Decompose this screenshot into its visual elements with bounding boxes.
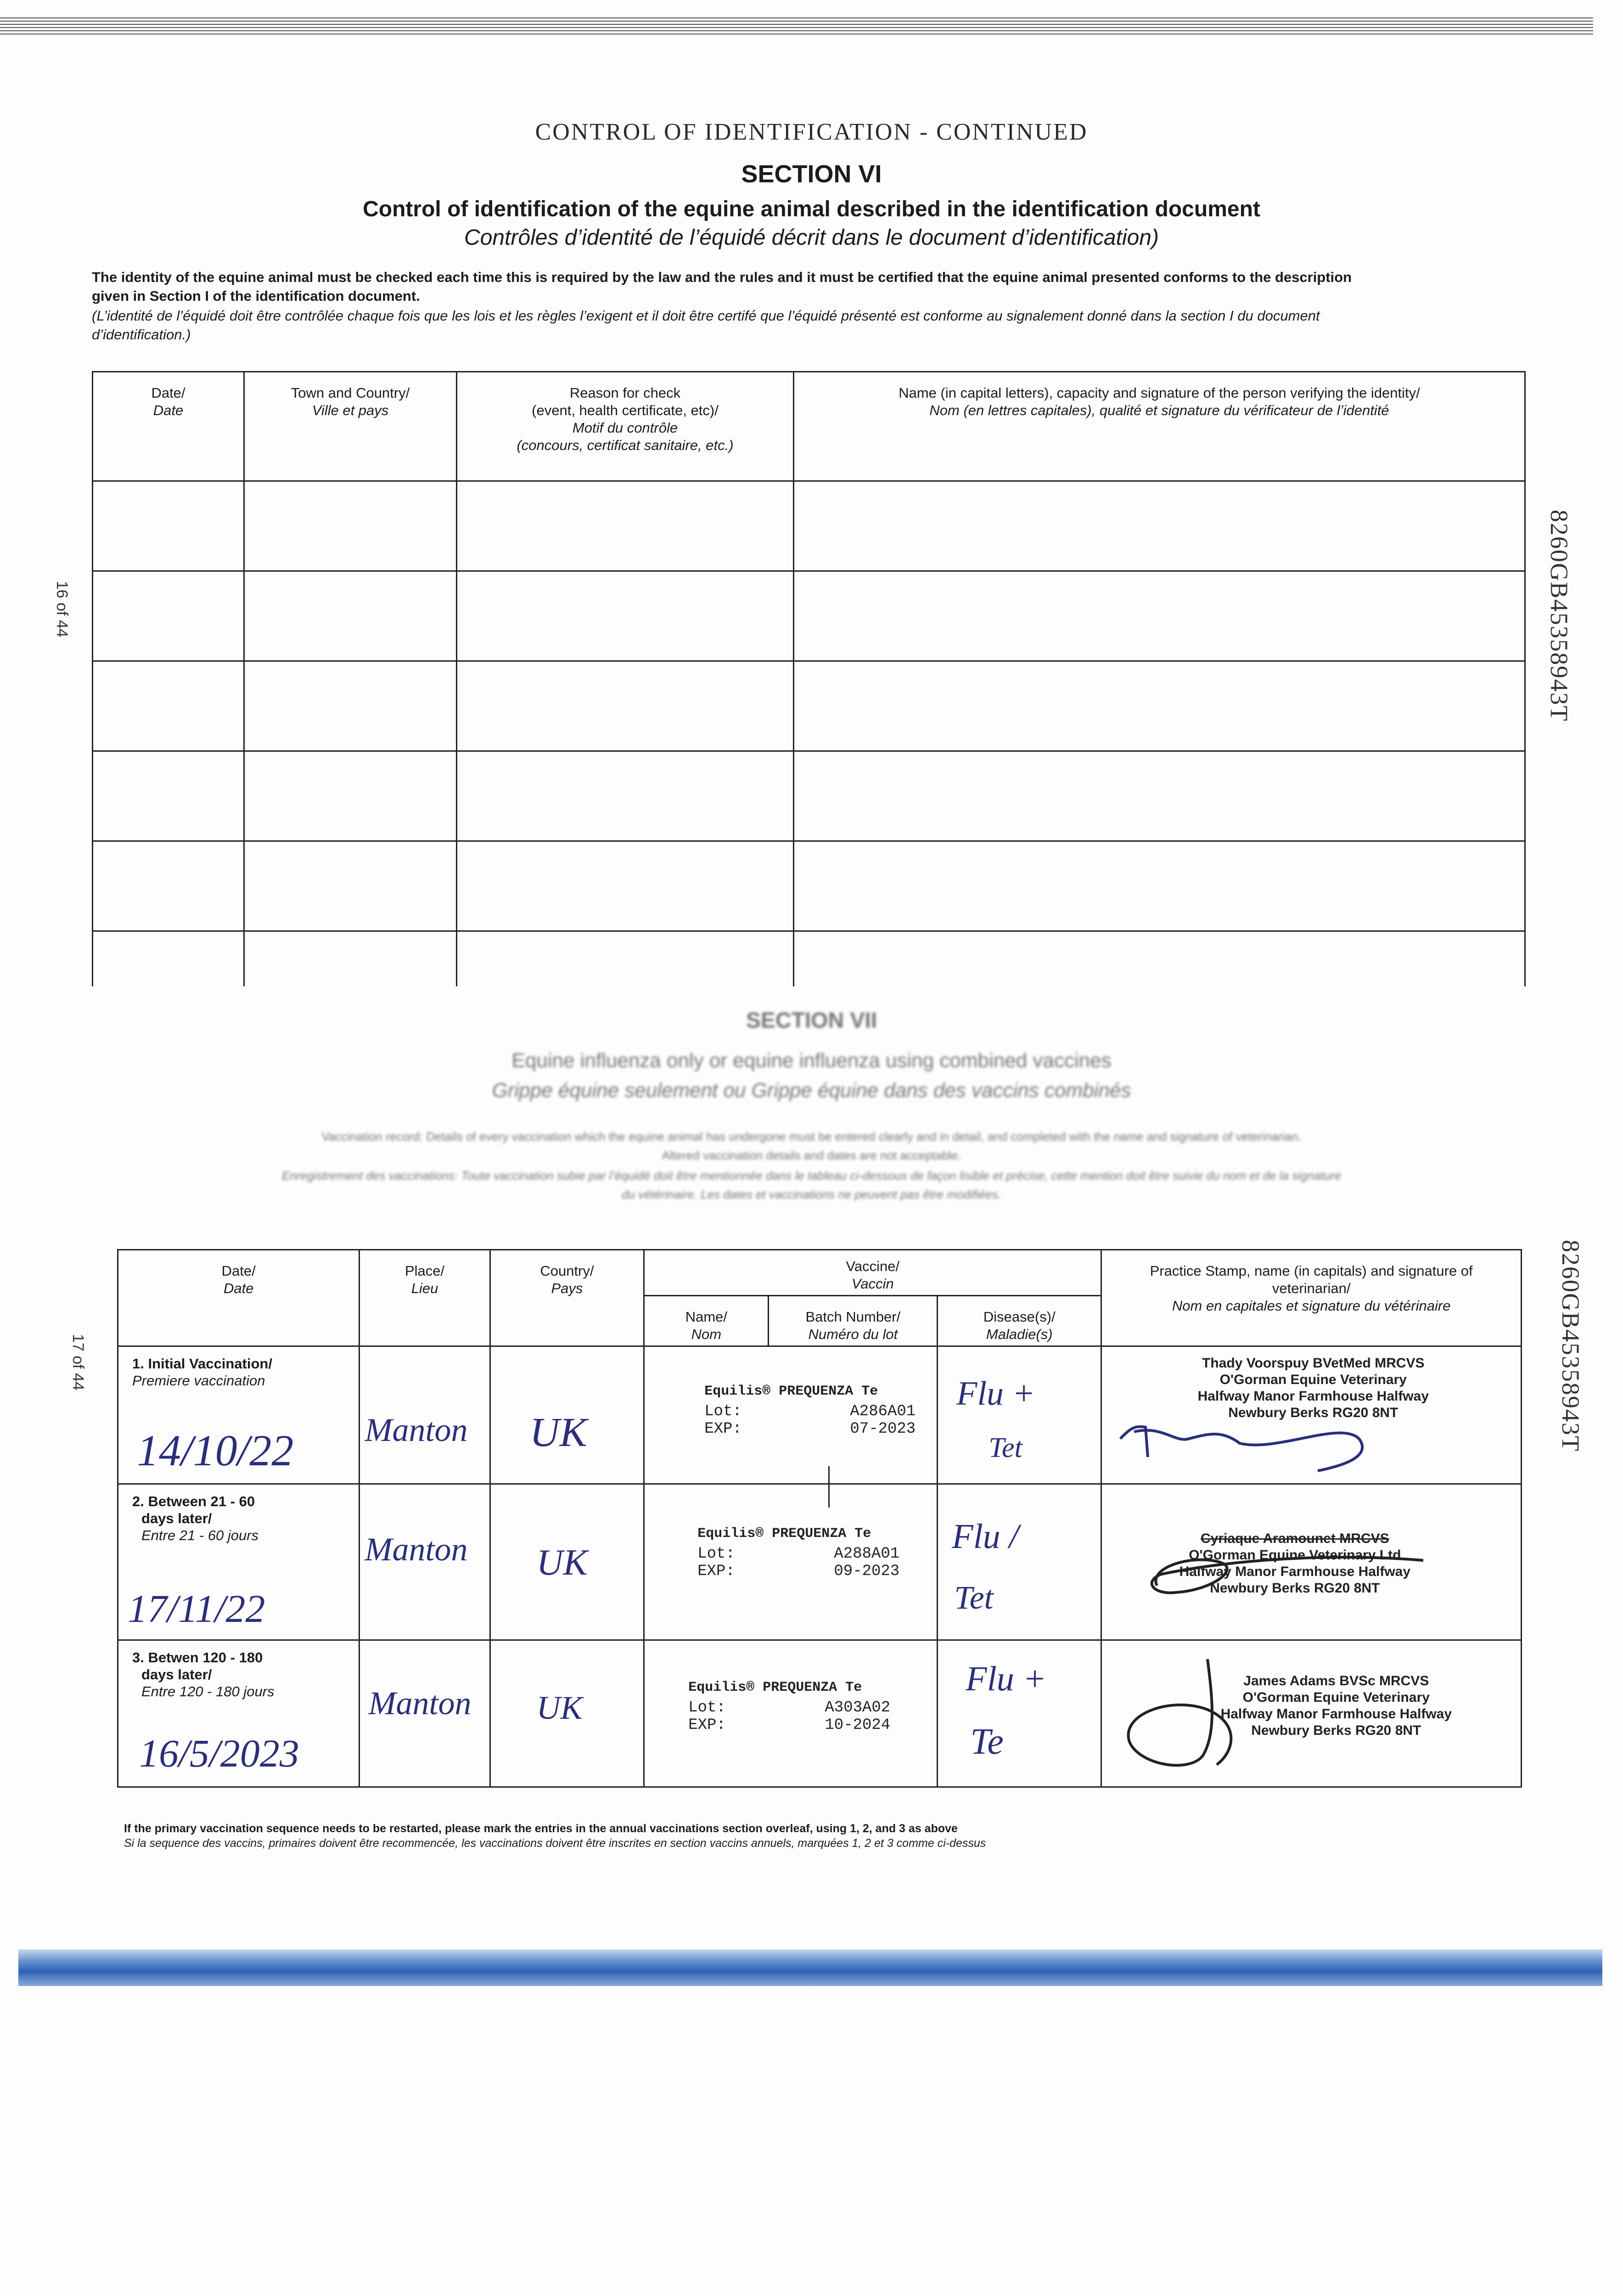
col-town-country: Town and Country/ Ville et pays <box>244 372 457 481</box>
row1-vet-stamp: Thady Voorspuy BVetMed MRCVS O'Gorman Equine Veterinary Halfway Manor Farmhouse Halfway Newbury Berks RG20 8NT <box>1197 1356 1429 1420</box>
row2-date-cell: 2. Between 21 - 60 days later/ Entre 21 - 60 jours 17/11/22 <box>118 1484 359 1640</box>
row3-vaccine-label: Equilis® PREQUENZA Te Lot: A303A02 EXP: 10-2024 <box>688 1680 936 1734</box>
vacc-col-disease: Disease(s)/ Maladie(s) <box>938 1296 1101 1346</box>
control-title: CONTROL OF IDENTIFICATION - CONTINUED <box>535 119 1088 145</box>
row2-disease-cell <box>938 1484 1101 1640</box>
section-vii-line2: Grippe équine seulement ou Grippe équine dans des vaccins combinés <box>492 1079 1131 1102</box>
intro-fr: (L’identité de l’équidé doit être contrôlée chaque fois que les lois et les règles l’exigent et il doit être certifé que l’équidé présenté est conforme au signalement donné dans la section I du document d’identification.) <box>92 308 1320 343</box>
id-check-table <box>92 371 1526 986</box>
row3-vaccine-cell <box>644 1640 938 1787</box>
row1-vet-cell <box>1101 1346 1522 1484</box>
row2-country-cell <box>490 1484 644 1640</box>
row3-vaccine-name: Equilis® PREQUENZA Te <box>688 1680 862 1695</box>
top-border-lines <box>0 17 1593 36</box>
footer-note-fr: Si la sequence des vaccins, primaires doivent être recommencée, les vaccinations doivent être inscrites en section vaccins annuels, marquées 1, 2 et 3 comme ci-dessus <box>124 1837 986 1850</box>
col-date: Date/ Date <box>93 372 244 481</box>
row3-exp: 10-2024 <box>825 1716 891 1734</box>
section-vii-title: SECTION VII <box>746 1008 877 1033</box>
id-table-row <box>93 751 1525 841</box>
section-vii-line1: Equine influenza only or equine influenza using combined vaccines <box>511 1049 1112 1072</box>
id-table-row <box>93 571 1525 661</box>
row3-country-cell <box>490 1640 644 1787</box>
vaccination-table <box>117 1249 1522 1788</box>
vaccination-row <box>118 1484 1522 1640</box>
vacc-col-batch: Batch Number/ Numéro du lot <box>769 1296 938 1346</box>
row1-country: UK <box>529 1410 587 1455</box>
row3-disease-2: Te <box>970 1722 1004 1762</box>
row3-place: Manton <box>368 1685 472 1722</box>
id-table-header-row <box>93 372 1525 481</box>
row2-vaccine-cell <box>644 1484 938 1640</box>
vacc-col-name: Name/ Nom <box>644 1296 769 1346</box>
margin-id-bottom: 8260GB45358943T <box>1557 1240 1584 1452</box>
table-cutoff <box>87 987 1533 1006</box>
title-en: Control of identification of the equine animal described in the identification document <box>363 197 1260 221</box>
row1-date: 14/10/22 <box>137 1426 294 1475</box>
row1-vaccine-cell <box>644 1346 938 1484</box>
vacc-col-place: Place/ Lieu <box>359 1250 490 1346</box>
row3-vet-stamp: James Adams BVSc MRCVS O'Gorman Equine Veterinary Halfway Manor Farmhouse Halfway Newbury Berks RG20 8NT <box>1220 1673 1452 1738</box>
vacc-col-vaccine: Vaccine/ Vaccin <box>644 1250 1101 1296</box>
id-table-row <box>93 931 1525 986</box>
row1-place: Manton <box>365 1412 468 1448</box>
page-number-17: 17 of 44 <box>69 1334 87 1390</box>
row3-date-cell: 3. Betwen 120 - 180 days later/ Entre 120 - 180 jours 16/5/2023 <box>118 1640 359 1787</box>
row3-vet-cell <box>1101 1640 1522 1787</box>
record-en: Vaccination record: Details of every vaccination which the equine animal has undergone must be entered clearly and in detail, and completed with the name and signature of veterinarian. Altered vaccination details and dates are not acceptable. <box>321 1130 1302 1162</box>
vacc-col-date: Date/ Date <box>118 1250 359 1346</box>
row3-lot: A303A02 <box>825 1699 891 1716</box>
row1-disease-1: Flu + <box>956 1375 1035 1412</box>
row1-disease-2: Tet <box>988 1432 1022 1463</box>
page-number-16: 16 of 44 <box>53 581 71 637</box>
row1-disease-cell <box>938 1346 1101 1484</box>
row2-date: 17/11/22 <box>128 1587 265 1631</box>
section-vi-title: SECTION VI <box>741 160 882 188</box>
row1-lot: A286A01 <box>850 1403 916 1420</box>
row2-signature <box>1102 1485 1492 1641</box>
vacc-col-vet: Practice Stamp, name (in capitals) and signature of veterinarian/ Nom en capitales et signature du vétérinaire <box>1101 1250 1522 1346</box>
row3-disease-cell <box>938 1640 1101 1787</box>
intro-en: The identity of the equine animal must be checked each time this is required by the law and the rules and it must be certified that the equine animal presented conforms to the description given in Section I of the identification document. <box>92 269 1352 304</box>
vaccination-row <box>118 1346 1522 1484</box>
row1-place-cell <box>359 1346 490 1484</box>
id-table-row <box>93 841 1525 931</box>
row2-vaccine-label: Equilis® PREQUENZA Te Lot: A288A01 EXP: 09-2023 <box>697 1526 945 1580</box>
row3-place-cell <box>359 1640 490 1787</box>
row1-exp: 07-2023 <box>850 1420 916 1438</box>
row2-disease-1: Flu / <box>952 1517 1019 1556</box>
row2-vet-cell <box>1101 1484 1522 1640</box>
record-fr: Enregistrement des vaccinations: Toute vaccination subie par l’équidé doit être mentionnée dans le tableau ci-dessous de façon lisible et précise, cette mention doit être suivie du nom et de la signature du vétérinaire. Les dates et vaccinations ne peuvent pas être modifiées. <box>281 1169 1342 1201</box>
row3-signature <box>1102 1641 1492 1788</box>
row3-country: UK <box>536 1689 583 1726</box>
row2-lot: A288A01 <box>834 1545 900 1563</box>
row2-exp: 09-2023 <box>834 1563 900 1580</box>
row1-vaccine-name: Equilis® PREQUENZA Te <box>704 1384 878 1399</box>
row3-date: 16/5/2023 <box>139 1731 299 1775</box>
row2-vet-stamp: Cyriaque Aramounet MRCVS O'Gorman Equine Veterinary Ltd Halfway Manor Farmhouse Halfway Newbury Berks RG20 8NT <box>1179 1531 1411 1596</box>
row1-country-cell <box>490 1346 644 1484</box>
margin-id-top: 8260GB45358943T <box>1545 510 1573 722</box>
vaccination-row <box>118 1640 1522 1787</box>
row3-disease-1: Flu + <box>966 1660 1047 1698</box>
row2-vaccine-name: Equilis® PREQUENZA Te <box>697 1526 871 1542</box>
vacc-col-country: Country/ Pays <box>490 1250 644 1346</box>
row2-disease-2: Tet <box>954 1579 994 1616</box>
row1-date-cell: 1. Initial Vaccination/ Premiere vaccination 14/10/22 <box>118 1346 359 1484</box>
bottom-blue-bar <box>18 1949 1602 1986</box>
id-table-row <box>93 481 1525 571</box>
row2-place-cell <box>359 1484 490 1640</box>
col-reason: Reason for check (event, health certificate, etc)/ Motif du contrôle (concours, certificat sanitaire, etc.) <box>457 372 794 481</box>
row1-signature <box>1102 1347 1492 1485</box>
col-verifier: Name (in capital letters), capacity and signature of the person verifying the identity/ Nom (en lettres capitales), qualité et signature du vérificateur de l’identité <box>794 372 1525 481</box>
title-fr: Contrôles d’identité de l’équidé décrit dans le document d’identification) <box>464 225 1159 250</box>
row1-vaccine-label: Equilis® PREQUENZA Te Lot: A286A01 EXP: 07-2023 <box>704 1384 943 1438</box>
footer-note-en: If the primary vaccination sequence needs to be restarted, please mark the entries in the annual vaccinations section overleaf, using 1, 2, and 3 as above <box>124 1822 958 1835</box>
row2-country: UK <box>536 1542 588 1583</box>
row2-place: Manton <box>365 1531 468 1568</box>
id-table-row <box>93 661 1525 751</box>
